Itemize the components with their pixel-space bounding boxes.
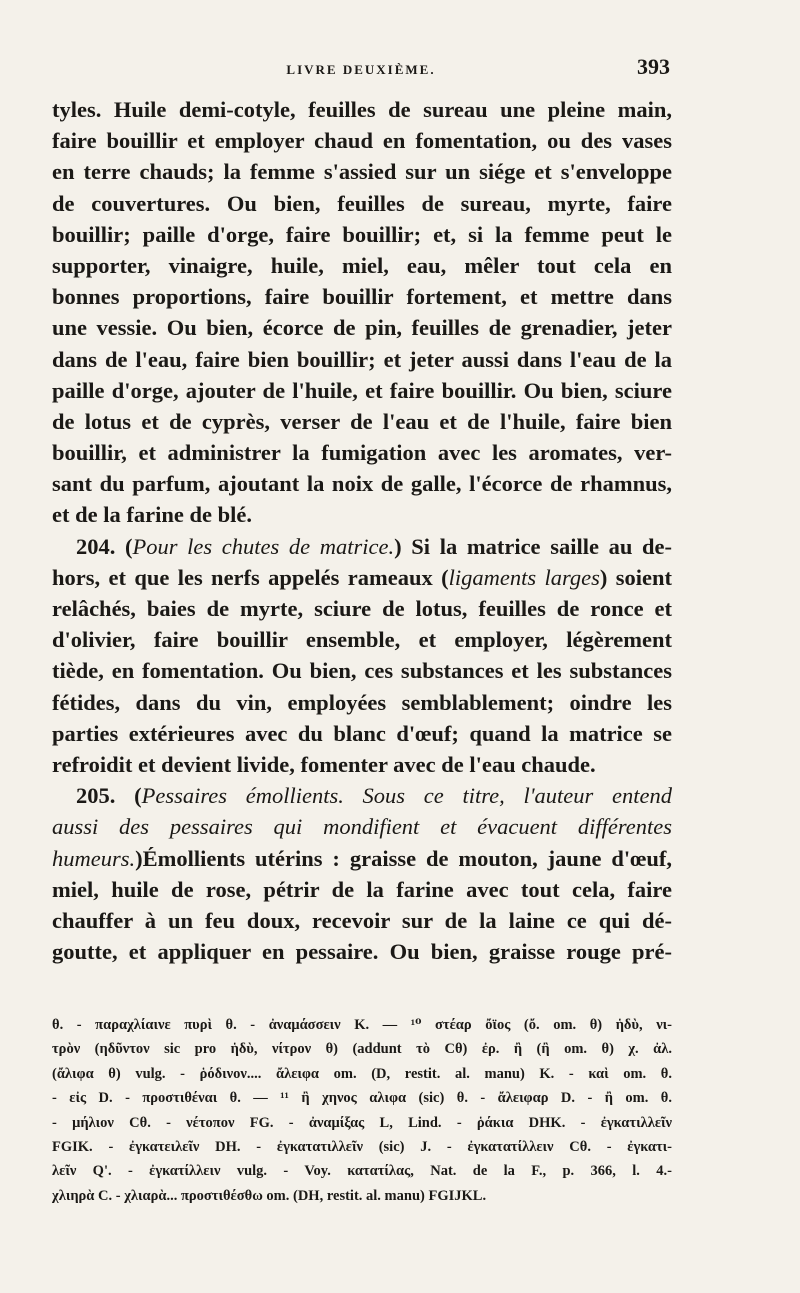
text-line: une vessie. Ou bien, écorce de pin, feuilles de grenadier, jeter: [52, 315, 672, 341]
section-204-first-line: 204. (Pour les chutes de matrice.) Si la matrice saille au de-: [76, 533, 672, 559]
text-line: parties extérieures avec du blanc d'œuf; quand la matrice se: [52, 720, 672, 746]
footnote-line: τρὸν (ηδῦντον sic pro ἡδὺ, νίτρον θ) (addunt τὸ Cθ) ἐρ. ἢ (ἢ om. θ) χ. ἀλ.: [52, 1041, 672, 1058]
text-fragment: hors, et que les nerfs appelés rameaux (: [52, 564, 449, 590]
text-line: d'olivier, faire bouillir ensemble, et employer, légèrement: [52, 627, 672, 653]
text-line: tiède, en fomentation. Ou bien, ces substances et les substances: [52, 658, 672, 684]
italic-term: ligaments larges: [448, 564, 600, 590]
footnote-line: FGIK. - ἐγκατειλεῖν DH. - ἐγκατατιλλεῖν (sic) J. - ἐγκατατίλλειν Cθ. - ἐγκατι-: [52, 1138, 672, 1155]
section-title: Pessaires émollients. Sous ce titre, l'auteur entend: [141, 783, 672, 809]
main-text: [52, 94, 672, 967]
footnote-line: - μήλιον Cθ. - νέτοπον FG. - ἀναμίξας L, Lind. - ῥάκια DHK. - ἐγκατιλλεῖν: [52, 1114, 672, 1131]
section-number: 204.: [76, 533, 116, 559]
text-line: sant du parfum, ajoutant la noix de galle, l'écorce de rhamnus,: [52, 471, 672, 497]
page-number: 393: [637, 54, 670, 79]
text-line: bouillir, et administrer la fumigation avec les aromates, ver-: [52, 440, 672, 466]
text-fragment: )Émollients utérins : graisse de mouton, jaune d'œuf,: [135, 845, 672, 871]
footnote-line: λεῖν Q'. - ἐγκατίλλειν vulg. - Voy. κατατίλας, Nat. de la F., p. 366, l. 4.-: [52, 1163, 672, 1180]
footnote-line: - εἰς D. - προστιθέναι θ. — ¹¹ ἢ χηνος αλιφα (sic) θ. - ἄλειφαρ D. - ἢ om. θ.: [52, 1090, 672, 1107]
footnote-line: (ἄλιφα θ) vulg. - ῥόδινον.... ἄλειφα om. (D, restit. al. manu) K. - καὶ om. θ.: [52, 1065, 672, 1082]
italic-text: humeurs.: [52, 845, 136, 871]
section-205-first-line: 205. (Pessaires émollients. Sous ce titre, l'auteur entend: [76, 783, 672, 809]
text-line: dans de l'eau, faire bien bouillir; et jeter aussi dans l'eau de la: [52, 346, 672, 372]
text-line: chauffer à un feu doux, recevoir sur de la laine ce qui dé-: [52, 907, 672, 933]
italic-text: aussi des pessaires qui mondifient et évacuent différentes: [52, 814, 672, 840]
text-line: paille d'orge, ajouter de l'huile, et faire bouillir. Ou bien, sciure: [52, 377, 672, 403]
text-line: bonnes proportions, faire bouillir fortement, et mettre dans: [52, 284, 672, 310]
text-line: goutte, et appliquer en pessaire. Ou bien, graisse rouge pré-: [52, 939, 672, 965]
text-line: [52, 843, 672, 874]
section-title: Pour les chutes de matrice.: [132, 533, 395, 559]
text-line: et de la farine de blé.: [52, 502, 252, 528]
text-line: refroidit et devient livide, fomenter avec de l'eau chaude.: [52, 751, 596, 777]
text-fragment: Si la matrice saille au de-: [411, 533, 672, 559]
footnote-line: χλιηρὰ C. - χλιαρὰ... προστιθέσθω om. (DH, restit. al. manu) FGIJKL.: [52, 1187, 487, 1204]
text-line: supporter, vinaigre, huile, miel, eau, mêler tout cela en: [52, 252, 672, 278]
section-number: 205.: [76, 783, 116, 809]
text-line: miel, huile de rose, pétrir de la farine avec tout cela, faire: [52, 876, 672, 902]
text-line: faire bouillir et employer chaud en fomentation, ou des vases: [52, 128, 672, 154]
text-line: bouillir; paille d'orge, faire bouillir; et, si la femme peut le: [52, 221, 672, 247]
text-line: fétides, dans du vin, employées semblablement; oindre les: [52, 689, 672, 715]
text-fragment: ) soient: [599, 564, 672, 590]
text-line: relâchés, baies de myrte, sciure de lotus, feuilles de ronce et: [52, 596, 672, 621]
text-line: [52, 562, 672, 593]
footnotes: [52, 1013, 672, 1208]
running-head: LIVRE DEUXIÈME.: [286, 62, 436, 77]
text-line: [52, 811, 672, 842]
footnote-line: θ. - παραχλίαινε πυρὶ θ. - ἀναμάσσειν K. — ¹⁰ στέαρ ὄϊος (ὄ. om. θ) ἡδὺ, νι-: [52, 1017, 672, 1033]
text-line: en terre chauds; la femme s'assied sur un siége et s'enveloppe: [52, 159, 672, 185]
text-line: de lotus et de cyprès, verser de l'eau et de l'huile, faire bien: [52, 408, 672, 434]
text-line: tyles. Huile demi-cotyle, feuilles de sureau une pleine main,: [52, 97, 672, 122]
text-line: de couvertures. Ou bien, feuilles de sureau, myrte, faire: [52, 190, 672, 216]
